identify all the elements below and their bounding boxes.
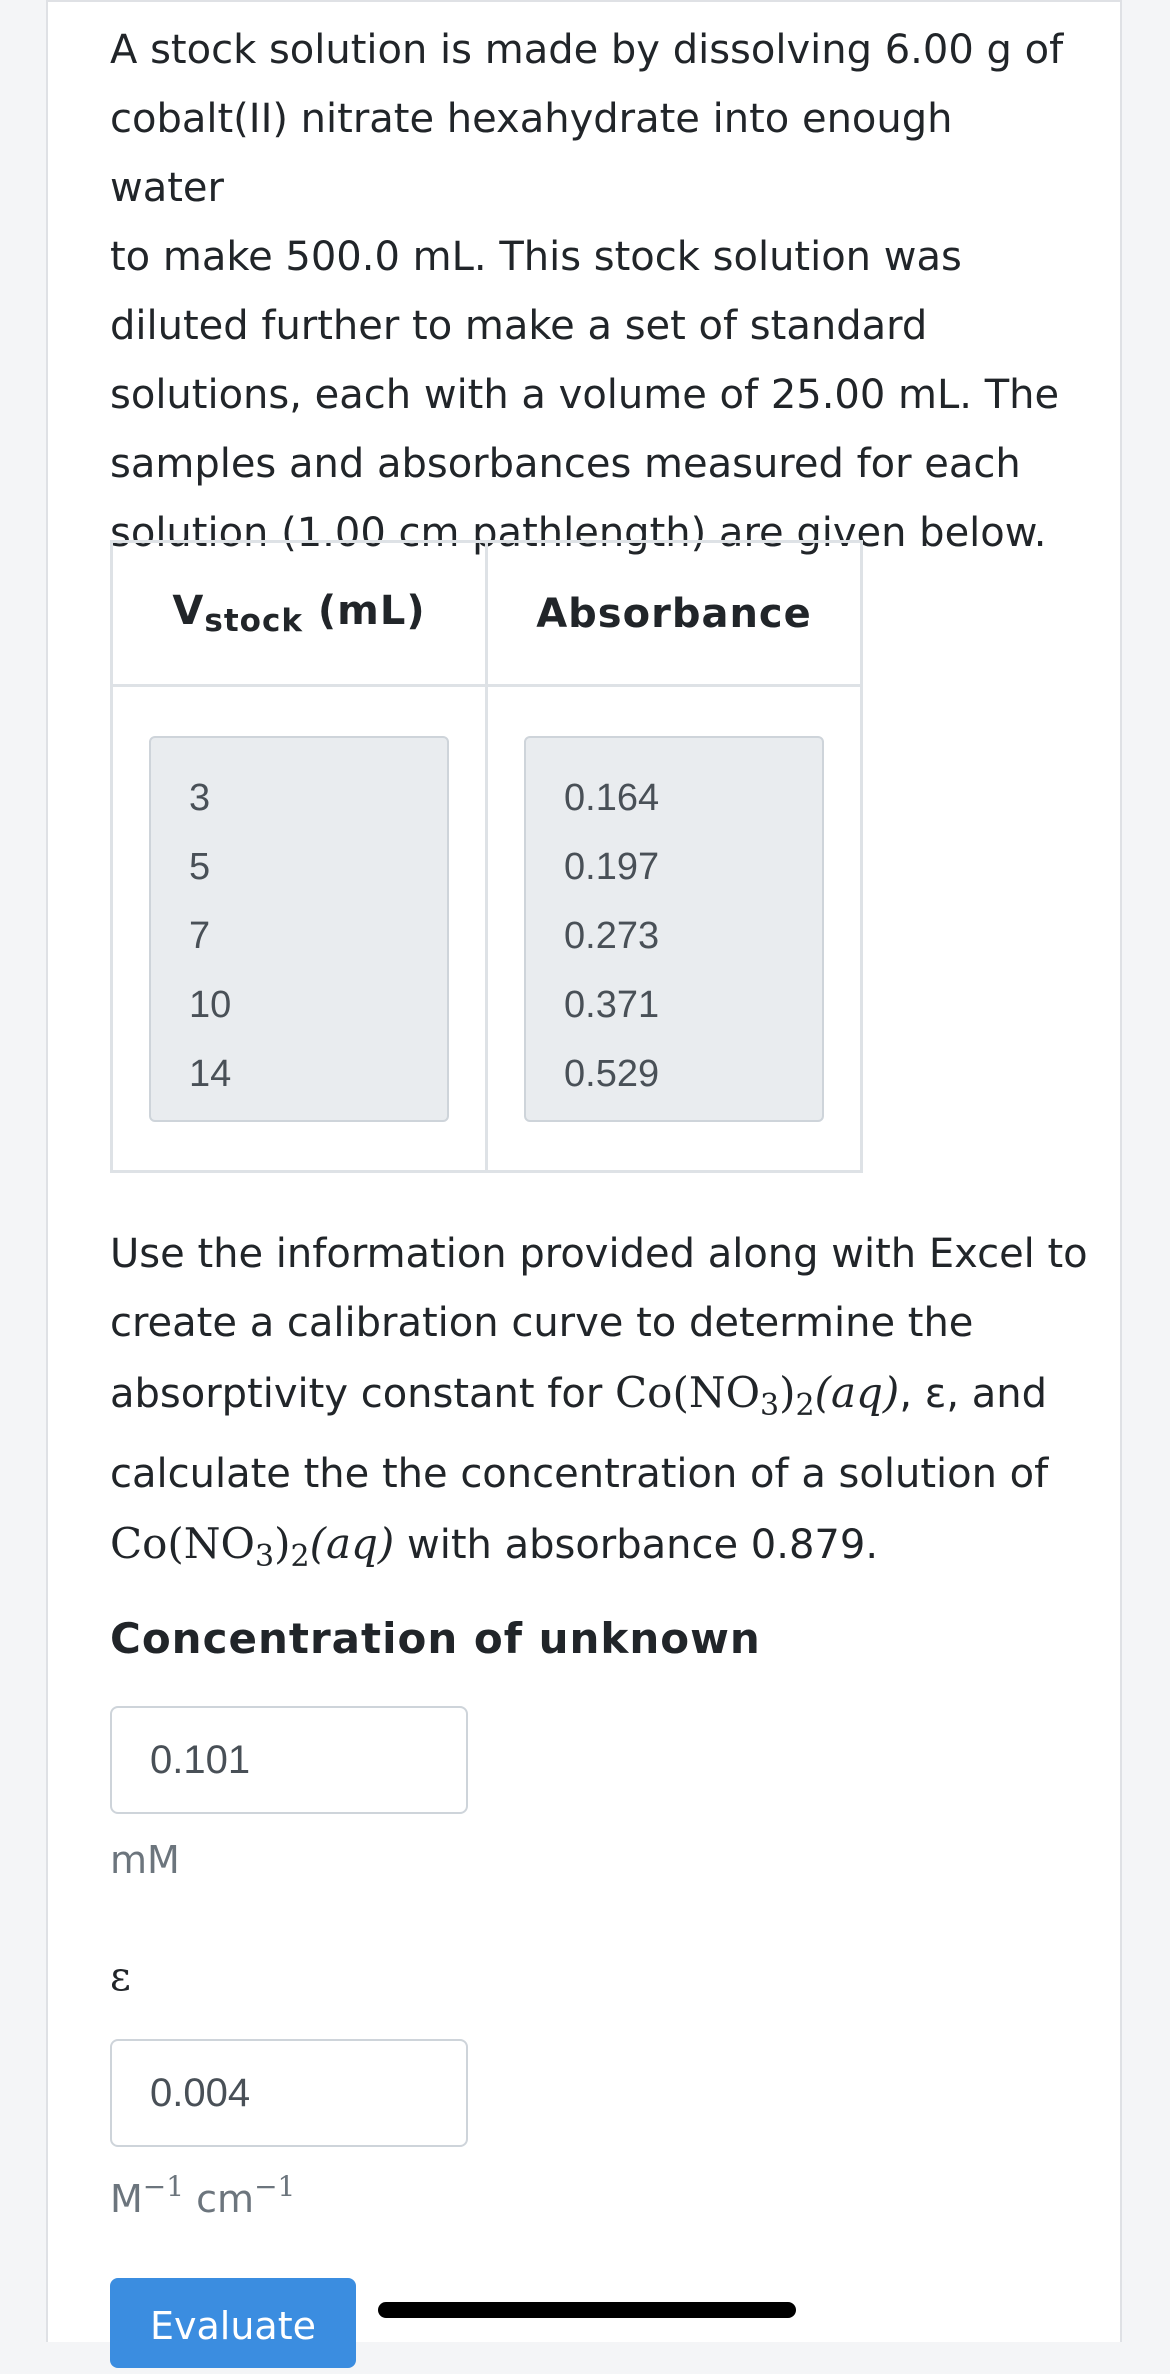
formula-sub: 2 (795, 1388, 815, 1423)
question-line (110, 1358, 1090, 1440)
concentration-input[interactable]: 0.101 (110, 1706, 468, 1814)
formula-part: ) (779, 1368, 796, 1417)
question-text: absorptivity constant for (110, 1371, 616, 1417)
unit-exponent: −1 (254, 2170, 296, 2203)
intro-line: A stock solution is made by dissolving 6.00 g of (110, 27, 1064, 73)
cobalt-nitrate-formula (615, 1368, 900, 1423)
formula-part: Co(NO (615, 1368, 761, 1417)
question-line: Use the information provided along with Excel to (110, 1231, 1088, 1277)
vstock-header (112, 542, 487, 686)
question-line: calculate the the concentration of a solution of (110, 1451, 1049, 1497)
vstock-header-sub: stock (204, 603, 303, 639)
absorbance-cell (487, 686, 862, 1172)
cobalt-nitrate-formula (110, 1519, 395, 1574)
intro-paragraph (110, 16, 1070, 568)
intro-line: solutions, each with a volume of 25.00 mL. The (110, 372, 1060, 418)
question-line: create a calibration curve to determine the (110, 1300, 974, 1346)
unit-exponent: −1 (142, 2170, 185, 2203)
evaluate-button[interactable]: Evaluate (110, 2278, 356, 2368)
vstock-header-main: V (172, 588, 205, 634)
formula-sub: 3 (760, 1388, 780, 1423)
epsilon-input[interactable]: 0.004 (110, 2039, 468, 2147)
epsilon-unit (110, 2170, 295, 2221)
home-indicator[interactable] (378, 2302, 796, 2318)
question-line (110, 1509, 1090, 1591)
data-table (110, 540, 863, 1173)
question-card (46, 0, 1122, 2348)
table-row (112, 686, 862, 1172)
intro-line: to make 500.0 mL. This stock solution was (110, 234, 962, 280)
concentration-heading: Concentration of unknown (110, 1614, 761, 1663)
intro-line: diluted further to make a set of standard (110, 303, 928, 349)
intro-line: solution (1.00 cm pathlength) are given below. (110, 510, 1047, 556)
absorbance-header: Absorbance (487, 542, 862, 686)
formula-state: (aq) (309, 1519, 395, 1568)
intro-line: cobalt(II) nitrate hexahydrate into enough water (110, 96, 953, 211)
vstock-cell (112, 686, 487, 1172)
intro-line: samples and absorbances measured for each (110, 441, 1021, 487)
formula-part: ) (274, 1519, 291, 1568)
absorbance-values-textarea[interactable]: 0.164 0.197 0.273 0.371 0.529 (524, 736, 824, 1122)
formula-part: Co(NO (110, 1519, 255, 1568)
vstock-values-textarea[interactable]: 3 5 7 10 14 (149, 736, 449, 1122)
formula-state: (aq) (814, 1368, 900, 1417)
vstock-header-unit: (mL) (302, 588, 426, 634)
formula-sub: 3 (255, 1539, 275, 1574)
concentration-unit: mM (110, 1838, 180, 1882)
table-header-row (112, 542, 862, 686)
epsilon-label: ε (110, 1954, 131, 2000)
formula-sub: 2 (290, 1539, 310, 1574)
unit-molar: M (110, 2177, 143, 2221)
unit-cm: cm (184, 2177, 255, 2221)
question-paragraph (110, 1220, 1090, 1591)
epsilon-symbol: , ε, (899, 1371, 960, 1417)
question-text: and (959, 1371, 1048, 1417)
question-text: with absorbance 0.879. (394, 1522, 879, 1568)
